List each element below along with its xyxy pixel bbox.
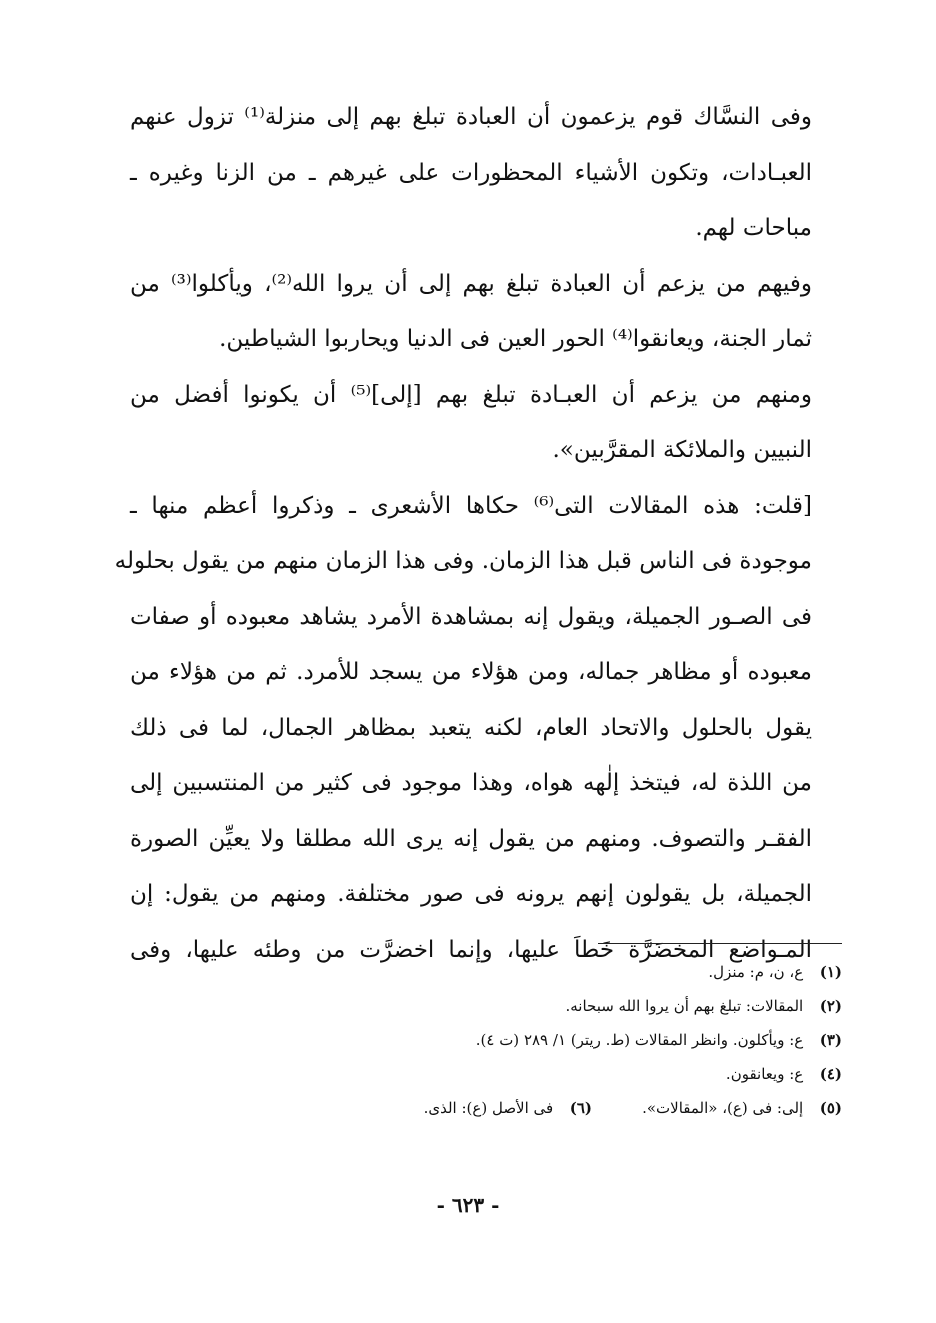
footnote-4 bbox=[130, 1057, 842, 1091]
text-line: النبيين والملائكة المقرَّبين». bbox=[552, 437, 812, 463]
footnote-text: ع، ن، م: منزل. bbox=[708, 963, 804, 981]
footnote-text: ع: ويأكلون. وانظر المقالات (ط. ريتر) ١/ ٢٨٩ (ت ٤). bbox=[475, 1031, 804, 1049]
footnote-6 bbox=[424, 1091, 592, 1125]
paragraph-1 bbox=[130, 90, 842, 257]
footnote-text: فى الأصل (ع): الذى. bbox=[423, 1099, 554, 1117]
text-line: مباحات لهم. bbox=[695, 215, 812, 241]
text-line: الجميلة، بل يقولون إنهم يرونه فى صور مختلفة. ومنهم من يقول: إن bbox=[130, 881, 812, 907]
footnote-1 bbox=[130, 955, 842, 989]
footnote-number: (٢) bbox=[819, 997, 842, 1015]
footnote-pair-5-6 bbox=[130, 1091, 842, 1125]
paragraph-4 bbox=[114, 479, 842, 979]
text-line: الفقـر والتصوف. ومنهم من يقول إنه يرى الله مطلقا ولا يعيِّن الصورة bbox=[130, 825, 812, 852]
footnote-number: (٦) bbox=[569, 1099, 592, 1117]
text-line: العبـادات، وتكون الأشياء المحظورات على غيرهم ـ من الزنا وغيره ـ bbox=[130, 159, 812, 186]
footnote-number: (٤) bbox=[819, 1065, 842, 1083]
main-text bbox=[114, 90, 842, 978]
text-line: وفى النسَّاك قوم يزعمون أن العبادة تبلغ بهم إلى منزلة⁽¹⁾ تزول عنهم bbox=[130, 104, 812, 130]
footnote-5 bbox=[592, 1091, 842, 1125]
text-line: [قلت: هذه المقالات التى⁽⁶⁾ حكاها الأشعرى ـ وذكروا أعظم منها ـ bbox=[130, 492, 812, 519]
text-line: ثمار الجنة، ويعانقوا⁽⁴⁾ الحور العين فى الدنيا ويحاربوا الشياطين. bbox=[219, 326, 812, 352]
footnote-text: ع: ويعانقون. bbox=[725, 1065, 804, 1083]
text-line: من اللذة له، فيتخذ إلٰهه هواه، وهذا موجود فى كثير من المنتسبين إلى bbox=[130, 770, 812, 796]
text-line: فى الصـور الجميلة، ويقول إنه بمشاهدة الأمرد يشاهد معبوده أو صفات bbox=[130, 603, 812, 630]
paragraph-2 bbox=[130, 257, 842, 368]
footnote-text: المقالات: تبلغ بهم أن يروا الله سبحانه. bbox=[565, 997, 804, 1015]
footnote-number: (١) bbox=[819, 963, 842, 981]
paragraph-3 bbox=[130, 368, 842, 479]
footnotes bbox=[130, 955, 842, 1125]
text-line: موجودة فى الناس قبل هذا الزمان. وفى هذا الزمان منهم من يقول بحلوله bbox=[114, 548, 812, 574]
text-line: معبوده أو مظاهر جماله، ومن هؤلاء من يسجد للأمرد. ثم من هؤلاء من bbox=[130, 659, 812, 685]
text-line: ومنهم من يزعم أن العبـادة تبلغ بهم [إلى]⁽⁵⁾ أن يكونوا أفضل من bbox=[130, 381, 812, 408]
footnote-divider bbox=[598, 943, 842, 944]
footnote-3 bbox=[130, 1023, 842, 1057]
page-number: - ٦٢٣ - bbox=[436, 1193, 500, 1217]
text-line: المـواضع المخضَرَّة خَطاَ عليها، وإنما اخضرَّت من وطئه عليها، وفى bbox=[130, 936, 812, 963]
footnote-number: (٣) bbox=[819, 1031, 842, 1049]
text-line: وفيهم من يزعم أن العبادة تبلغ بهم إلى أن يروا الله⁽²⁾، ويأكلوا⁽³⁾ من bbox=[130, 270, 812, 297]
footnote-number: (٥) bbox=[819, 1099, 842, 1117]
footnote-text: إلى: فى (ع)، «المقالات». bbox=[642, 1099, 804, 1117]
footnote-2 bbox=[130, 989, 842, 1023]
text-line: يقول بالحلول والاتحاد العام، لكنه يتعبد بمظاهر الجمال، لما فى ذلك bbox=[130, 714, 812, 741]
